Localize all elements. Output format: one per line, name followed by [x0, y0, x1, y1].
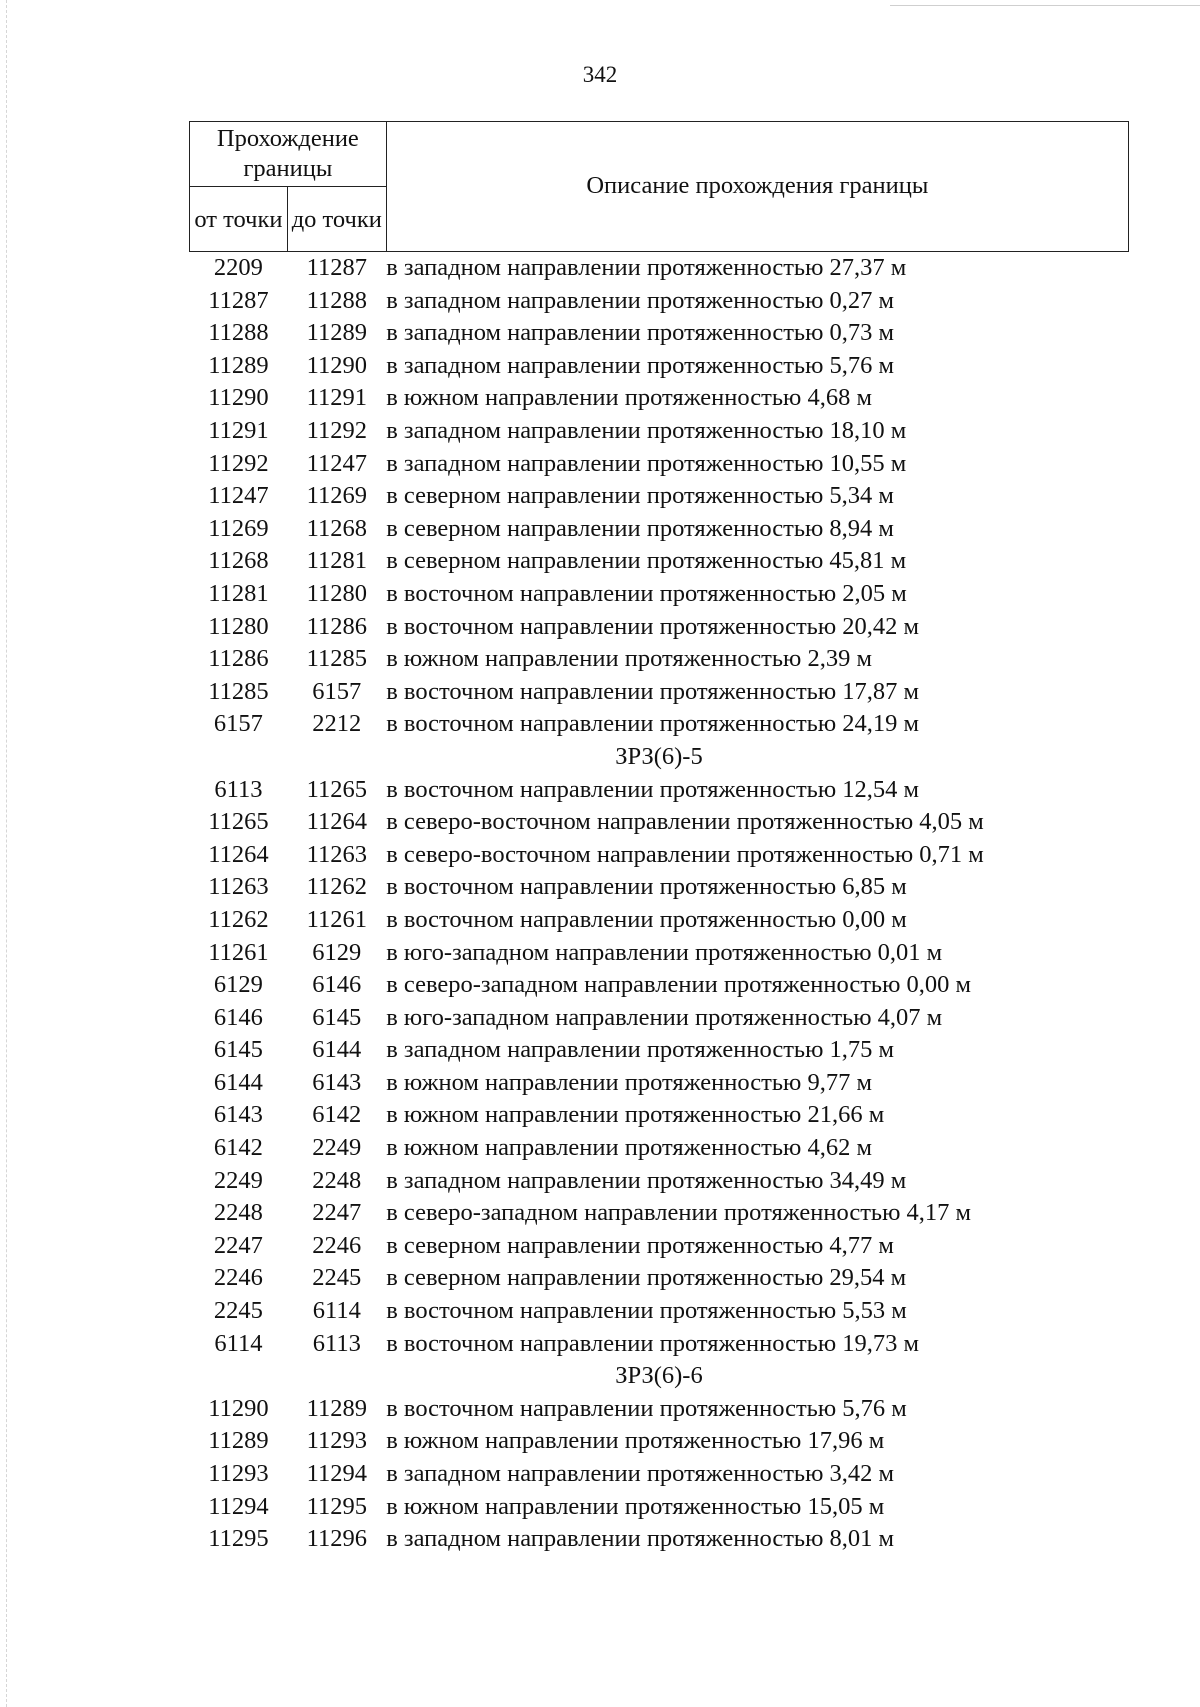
to-point-cell: 6129 [312, 938, 362, 966]
table-row [190, 350, 1129, 383]
to-point-cell: 2248 [312, 1166, 362, 1194]
description-cell: в западном направлении протяженностью 3,42 м [386, 1460, 895, 1488]
from-point-cell: 2248 [213, 1199, 263, 1227]
from-point-cell: 2246 [213, 1264, 263, 1292]
description-cell: в западном направлении протяженностью 34,49 м [386, 1166, 907, 1194]
description-cell: в северном направлении протяженностью 5,34 м [386, 482, 894, 510]
page-number: 342 [582, 62, 618, 87]
from-point-cell: 2245 [213, 1297, 263, 1325]
to-point-cell: 11247 [306, 449, 367, 477]
table-row [190, 1034, 1129, 1067]
from-point-cell: 2209 [213, 254, 263, 282]
to-point-cell: 11287 [306, 254, 367, 282]
from-point-cell: 11280 [208, 612, 269, 640]
from-point-cell: 6146 [213, 1003, 263, 1031]
table-row [190, 1262, 1129, 1295]
table-row [190, 1197, 1129, 1230]
table-row [190, 382, 1129, 415]
to-point-cell: 11265 [306, 775, 367, 803]
table-row [190, 1230, 1129, 1263]
from-point-cell: 11290 [208, 384, 269, 412]
table-row [190, 1523, 1129, 1556]
to-point-cell: 6144 [312, 1036, 362, 1064]
from-point-cell: 6145 [213, 1036, 263, 1064]
boundary-table [189, 121, 1129, 1556]
from-point-cell: 6114 [214, 1329, 263, 1357]
to-point-cell: 11292 [306, 417, 367, 445]
table-row [190, 904, 1129, 937]
description-cell: в северо-западном направлении протяженностью 0,00 м [386, 971, 972, 999]
section-title: ЗРЗ(6)-6 [615, 1362, 703, 1390]
to-point-cell: 11261 [306, 905, 367, 933]
description-cell: в южном направлении протяженностью 15,05 м [386, 1492, 885, 1520]
scan-edge-top [890, 5, 1200, 6]
description-cell: в северном направлении протяженностью 4,77 м [386, 1231, 894, 1259]
from-point-cell: 6157 [213, 710, 263, 738]
table-row [190, 1295, 1129, 1328]
table-row [190, 1132, 1129, 1165]
from-point-cell: 11285 [208, 677, 269, 705]
from-point-cell: 11287 [208, 286, 269, 314]
section-title-row [190, 1360, 1129, 1393]
description-cell: в западном направлении протяженностью 10,55 м [386, 449, 907, 477]
table-row [190, 1393, 1129, 1426]
table-row [190, 839, 1129, 872]
to-point-cell: 11285 [306, 645, 367, 673]
description-cell: в северо-восточном направлении протяженностью 0,71 м [386, 840, 984, 868]
table-row [190, 774, 1129, 807]
to-point-cell: 11268 [306, 514, 367, 542]
description-cell: в восточном направлении протяженностью 2,05 м [386, 579, 907, 607]
description-cell: в западном направлении протяженностью 18,10 м [386, 417, 907, 445]
table-row [190, 578, 1129, 611]
to-point-cell: 11262 [306, 873, 367, 901]
description-cell: в восточном направлении протяженностью 19,73 м [386, 1329, 920, 1357]
header-description: Описание прохождения границы [386, 122, 1128, 252]
to-point-cell: 6146 [312, 971, 362, 999]
table-row [190, 1002, 1129, 1035]
description-cell: в северном направлении протяженностью 8,94 м [386, 514, 894, 542]
to-point-cell: 11290 [306, 351, 367, 379]
from-point-cell: 11265 [208, 808, 269, 836]
from-point-cell: 11281 [208, 579, 269, 607]
description-cell: в южном направлении протяженностью 4,62 м [386, 1134, 872, 1162]
description-cell: в восточном направлении протяженностью 12,54 м [386, 775, 920, 803]
from-point-cell: 11261 [208, 938, 269, 966]
to-point-cell: 6143 [312, 1068, 362, 1096]
description-cell: в северо-западном направлении протяженностью 4,17 м [386, 1199, 972, 1227]
table-row [190, 1491, 1129, 1524]
table-row [190, 806, 1129, 839]
to-point-cell: 11288 [306, 286, 367, 314]
to-point-cell: 2212 [312, 710, 362, 738]
to-point-cell: 2247 [312, 1199, 362, 1227]
description-cell: в северо-восточном направлении протяженностью 4,05 м [386, 808, 984, 836]
table-header [190, 122, 1129, 252]
to-point-cell: 11291 [306, 384, 367, 412]
from-point-cell: 11264 [208, 840, 269, 868]
to-point-cell: 11289 [306, 319, 367, 347]
from-point-cell: 11292 [208, 449, 269, 477]
to-point-cell: 6157 [312, 677, 362, 705]
to-point-cell: 11295 [306, 1492, 367, 1520]
table-row [190, 708, 1129, 741]
description-cell: в восточном направлении протяженностью 24,19 м [386, 710, 920, 738]
table-row [190, 871, 1129, 904]
from-point-cell: 11289 [208, 351, 269, 379]
table-row [190, 643, 1129, 676]
from-point-cell: 11295 [208, 1525, 269, 1553]
table-row [190, 480, 1129, 513]
table-row [190, 676, 1129, 709]
from-point-cell: 11294 [208, 1492, 269, 1520]
table-row [190, 448, 1129, 481]
to-point-cell: 11296 [306, 1525, 367, 1553]
description-cell: в южном направлении протяженностью 21,66 м [386, 1101, 885, 1129]
table-row [190, 252, 1129, 285]
from-point-cell: 6142 [213, 1134, 263, 1162]
table-row [190, 611, 1129, 644]
description-cell: в южном направлении протяженностью 17,96 м [386, 1427, 885, 1455]
table-row [190, 936, 1129, 969]
from-point-cell: 11263 [208, 873, 269, 901]
description-cell: в западном направлении протяженностью 0,73 м [386, 319, 895, 347]
from-point-cell: 2247 [213, 1231, 263, 1259]
description-cell: в западном направлении протяженностью 5,76 м [386, 351, 895, 379]
table-row [190, 1425, 1129, 1458]
to-point-cell: 11294 [306, 1460, 367, 1488]
from-point-cell: 11288 [208, 319, 269, 347]
description-cell: в восточном направлении протяженностью 5,53 м [386, 1297, 907, 1325]
section-title-row [190, 741, 1129, 774]
table-row [190, 969, 1129, 1002]
description-cell: в восточном направлении протяженностью 20,42 м [386, 612, 920, 640]
to-point-cell: 11293 [306, 1427, 367, 1455]
from-point-cell: 11293 [208, 1460, 269, 1488]
description-cell: в восточном направлении протяженностью 0,00 м [386, 905, 907, 933]
table-row [190, 1458, 1129, 1491]
from-point-cell: 6144 [213, 1068, 263, 1096]
description-cell: в западном направлении протяженностью 8,01 м [386, 1525, 895, 1553]
description-cell: в юго-западном направлении протяженностью 4,07 м [386, 1003, 943, 1031]
description-cell: в восточном направлении протяженностью 17,87 м [386, 677, 920, 705]
table-row [190, 317, 1129, 350]
from-point-cell: 11291 [208, 417, 269, 445]
header-from-point: от точки [190, 187, 288, 252]
table-row [190, 285, 1129, 318]
from-point-cell: 6113 [214, 775, 263, 803]
to-point-cell: 6113 [312, 1329, 361, 1357]
table-row [190, 1328, 1129, 1361]
to-point-cell: 11286 [306, 612, 367, 640]
from-point-cell: 6143 [213, 1101, 263, 1129]
description-cell: в юго-западном направлении протяженностью 0,01 м [386, 938, 943, 966]
from-point-cell: 11269 [208, 514, 269, 542]
table-row [190, 1165, 1129, 1198]
from-point-cell: 11262 [208, 905, 269, 933]
table-row [190, 415, 1129, 448]
from-point-cell: 11289 [208, 1427, 269, 1455]
from-point-cell: 11247 [208, 482, 269, 510]
scan-edge-left [6, 0, 7, 1707]
header-to-point: до точки [287, 187, 386, 252]
table-row [190, 1067, 1129, 1100]
description-cell: в восточном направлении протяженностью 5,76 м [386, 1394, 907, 1422]
to-point-cell: 2249 [312, 1134, 362, 1162]
to-point-cell: 11281 [306, 547, 367, 575]
description-cell: в южном направлении протяженностью 2,39 м [386, 645, 872, 673]
table-row [190, 545, 1129, 578]
description-cell: в северном направлении протяженностью 45,81 м [386, 547, 907, 575]
description-cell: в южном направлении протяженностью 4,68 м [386, 384, 872, 412]
to-point-cell: 6142 [312, 1101, 362, 1129]
to-point-cell: 11263 [306, 840, 367, 868]
description-cell: в восточном направлении протяженностью 6,85 м [386, 873, 907, 901]
description-cell: в западном направлении протяженностью 27,37 м [386, 254, 907, 282]
to-point-cell: 2246 [312, 1231, 362, 1259]
table-row [190, 513, 1129, 546]
description-cell: в северном направлении протяженностью 29,54 м [386, 1264, 907, 1292]
header-boundary-passage: Прохождение границы [190, 122, 387, 187]
from-point-cell: 11290 [208, 1394, 269, 1422]
from-point-cell: 11286 [208, 645, 269, 673]
to-point-cell: 6114 [312, 1297, 361, 1325]
to-point-cell: 11264 [306, 808, 367, 836]
from-point-cell: 6129 [213, 971, 263, 999]
to-point-cell: 11289 [306, 1394, 367, 1422]
from-point-cell: 2249 [213, 1166, 263, 1194]
description-cell: в западном направлении протяженностью 1,75 м [386, 1036, 895, 1064]
from-point-cell: 11268 [208, 547, 269, 575]
section-title: ЗРЗ(6)-5 [615, 742, 703, 770]
table-row [190, 1099, 1129, 1132]
to-point-cell: 6145 [312, 1003, 362, 1031]
description-cell: в южном направлении протяженностью 9,77 м [386, 1068, 872, 1096]
description-cell: в западном направлении протяженностью 0,27 м [386, 286, 895, 314]
to-point-cell: 11280 [306, 579, 367, 607]
to-point-cell: 11269 [306, 482, 367, 510]
to-point-cell: 2245 [312, 1264, 362, 1292]
table-body [190, 252, 1129, 1556]
